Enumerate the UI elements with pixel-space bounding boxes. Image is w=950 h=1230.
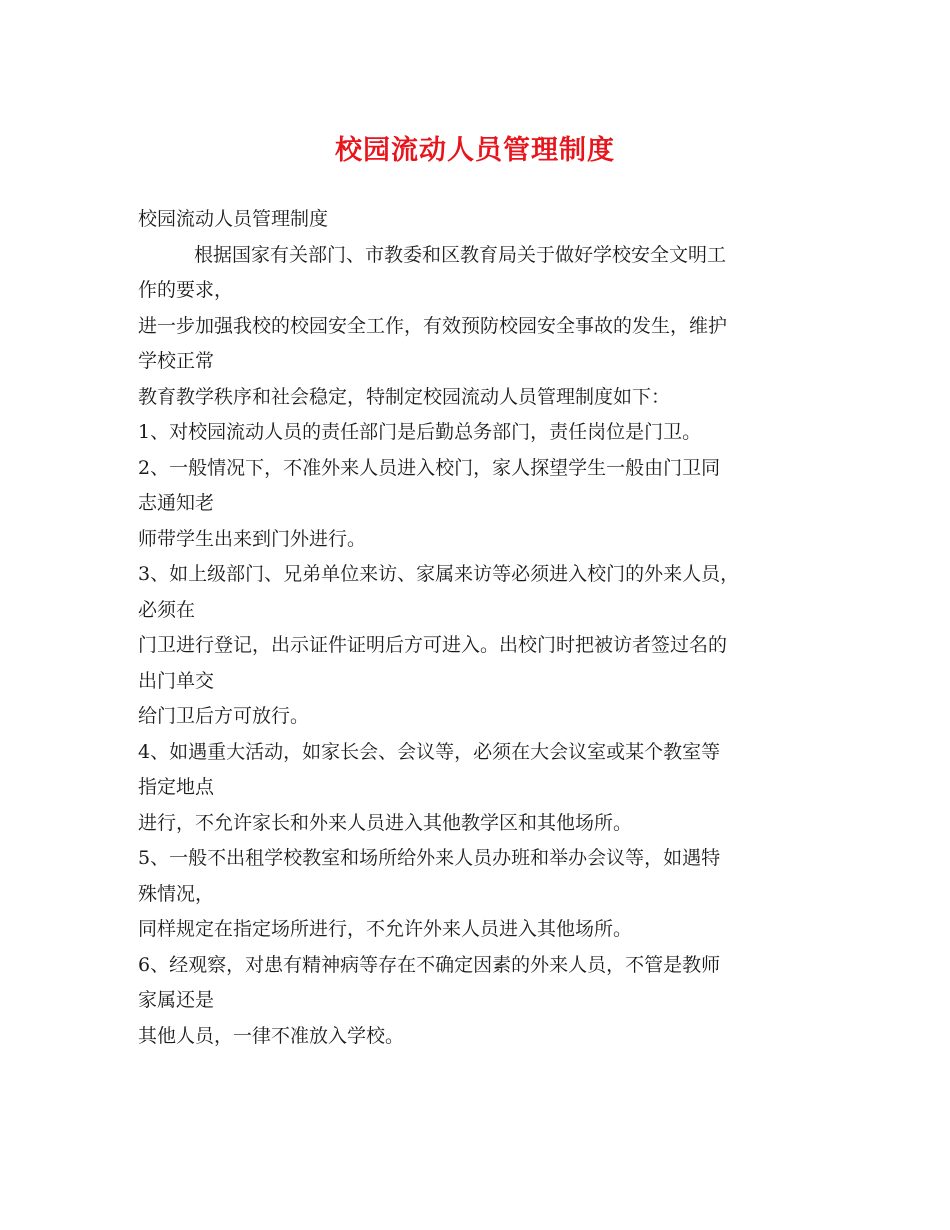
rule-item-3: 3、如上级部门、兄弟单位来访、家属来访等必须进入校门的外来人员， [138, 563, 740, 585]
rule-item-1: 1、对校园流动人员的责任部门是后勤总务部门，责任岗位是门卫。 [138, 421, 702, 443]
body-line: 教育教学秩序和社会稳定，特制定校园流动人员管理制度如下： [138, 385, 671, 408]
body-line: 其他人员，一律不准放入学校。 [138, 1024, 405, 1047]
body-line: 进行，不允许家长和外来人员进入其他教学区和其他场所。 [138, 811, 633, 834]
body-line: 进一步加强我校的校园安全工作，有效预防校园安全事故的发生，维护 [138, 314, 728, 337]
body-line: 门卫进行登记，出示证件证明后方可进入。出校门时把被访者签过名的 [138, 634, 728, 656]
document-body [138, 202, 838, 1054]
body-line: 师带学生出来到门外进行。 [138, 527, 367, 550]
body-line: 家属还是 [138, 989, 215, 1011]
body-line: 给门卫后方可放行。 [138, 705, 310, 727]
body-line: 同样规定在指定场所进行，不允许外来人员进入其他场所。 [138, 918, 633, 940]
rule-item-6: 6、经观察，对患有精神病等存在不确定因素的外来人员，不管是教师 [138, 953, 721, 976]
rule-item-4: 4、如遇重大活动，如家长会、会议等，必须在大会议室或某个教室等 [138, 740, 721, 763]
rule-item-2: 2、一般情况下，不准外来人员进入校门，家人探望学生一般由门卫同 [138, 456, 721, 479]
body-line: 殊情况， [138, 882, 215, 905]
body-line: 志通知老 [138, 492, 215, 514]
body-line: 指定地点 [138, 776, 215, 798]
body-line: 作的要求， [138, 279, 234, 301]
body-line: 出门单交 [138, 669, 215, 692]
body-line: 必须在 [138, 598, 196, 621]
body-line-subtitle: 校园流动人员管理制度 [138, 208, 329, 230]
rule-item-5: 5、一般不出租学校教室和场所给外来人员办班和举办会议等，如遇特 [138, 847, 721, 869]
body-line: 学校正常 [138, 350, 215, 372]
document-title: 校园流动人员管理制度 [335, 135, 615, 166]
body-line: 根据国家有关部门、市教委和区教育局关于做好学校安全文明工 [194, 243, 727, 266]
